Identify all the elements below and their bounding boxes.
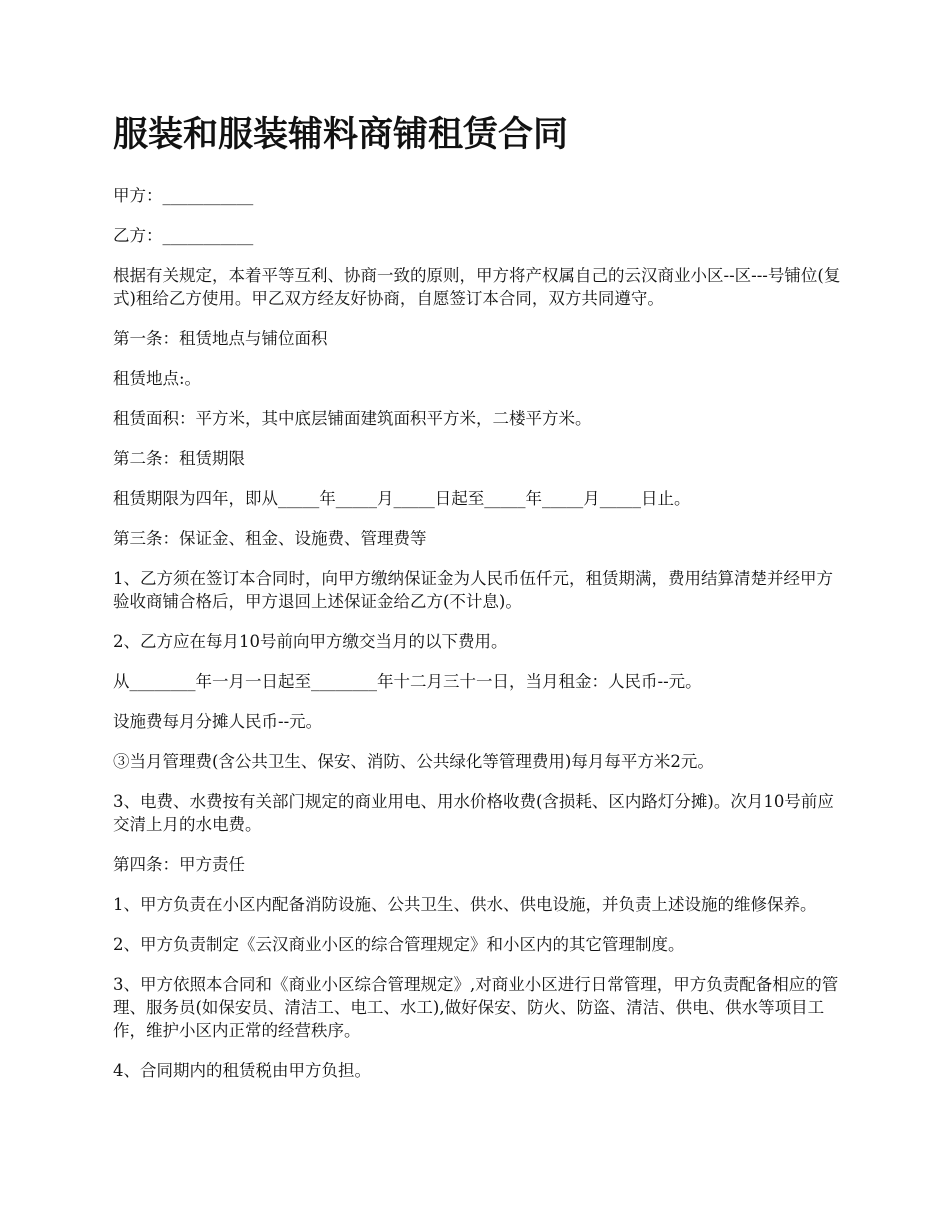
- article-4-heading: 第四条：甲方责任: [113, 855, 245, 874]
- preamble-paragraph: 根据有关规定，本着平等互利、协商一致的原则，甲方将产权属自己的云汉商业小区--区---号铺位(复式)租给乙方使用。甲乙双方经友好协商，自愿签订本合同，双方共同遵守。: [113, 266, 841, 308]
- facility-fee-clause: 设施费每月分摊人民币--元。: [113, 712, 323, 731]
- document-page: [113, 110, 848, 1099]
- article-1-heading: 第一条：租赁地点与铺位面积: [113, 329, 328, 348]
- article-2-heading: 第二条：租赁期限: [113, 449, 245, 468]
- party-a-duty-1: 1、甲方负责在小区内配备消防设施、公共卫生、供水、供电设施，并负责上述设施的维修保养。: [113, 895, 817, 914]
- party-a-duty-3: 3、甲方依照本合同和《商业小区综合管理规定》,对商业小区进行日常管理，甲方负责配备相应的管理、服务员(如保安员、清洁工、电工、水工),做好保安、防火、防盗、清洁、供电、供水等项目工作，维护小区内正常的经营秩序。: [113, 975, 839, 1040]
- rent-clause: 从________年一月一日起至________年十二月三十一日，当月租金：人民币--元。: [113, 672, 702, 691]
- party-b-line: 乙方：___________: [113, 226, 254, 245]
- utility-fee-clause: 3、电费、水费按有关部门规定的商业用电、用水价格收费(含损耗、区内路灯分摊)。次月10号前应交清上月的水电费。: [113, 792, 834, 834]
- monthly-fees-clause: 2、乙方应在每月10号前向甲方缴交当月的以下费用。: [113, 632, 508, 651]
- deposit-clause: 1、乙方须在签订本合同时，向甲方缴纳保证金为人民币伍仟元，租赁期满，费用结算清楚并经甲方验收商铺合格后，甲方退回上述保证金给乙方(不计息)。: [113, 569, 833, 611]
- party-a-duty-4: 4、合同期内的租赁税由甲方负担。: [113, 1061, 371, 1080]
- lease-location: 租赁地点:。: [113, 369, 202, 388]
- document-title: 服装和服装辅料商铺租赁合同: [113, 114, 569, 155]
- management-fee-clause: ③当月管理费(含公共卫生、保安、消防、公共绿化等管理费用)每月每平方米2元。: [113, 752, 714, 771]
- lease-area: 租赁面积：平方米，其中底层铺面建筑面积平方米，二楼平方米。: [113, 409, 592, 428]
- article-3-heading: 第三条：保证金、租金、设施费、管理费等: [113, 529, 427, 548]
- party-a-line: 甲方：___________: [113, 186, 254, 205]
- lease-term: 租赁期限为四年，即从_____年_____月_____日起至_____年_____月_____日止。: [113, 489, 691, 508]
- party-a-duty-2: 2、甲方负责制定《云汉商业小区的综合管理规定》和小区内的其它管理制度。: [113, 935, 685, 954]
